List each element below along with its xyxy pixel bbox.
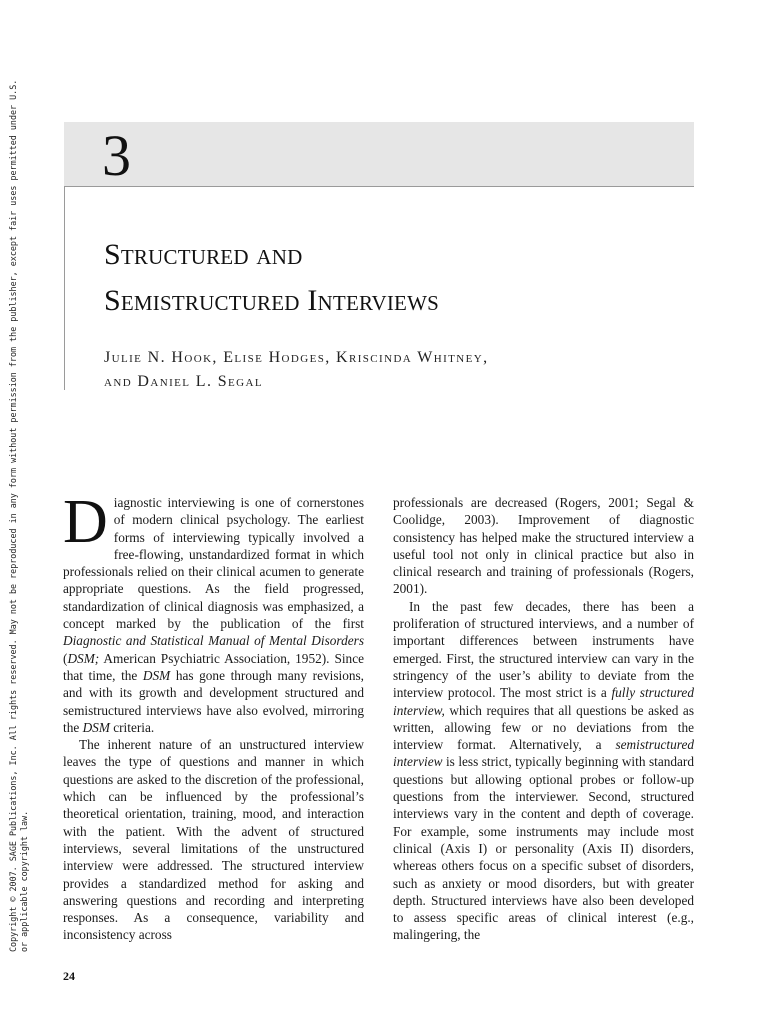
body-text: iagnostic interviewing is one of cornerstones of modern clinical psychology. The earliest forms of interviewing typically involved a free-flowing, unstandardized format in which professionals relied on their clinical acumen to generate appropriate questions. As the field progressed, standardization of clinical diagnosis was emphasized, a concept marked by the publication of the first [63,495,364,632]
chapter-title [104,232,664,324]
authors-line-1: Julie N. Hook, Elise Hodges, Kriscinda Whitney, [104,349,489,366]
chapter-number-band [64,122,694,187]
body-text: In the past few decades, there has been a proliferation of structured interviews, and a number of important differences between instruments have emerged. First, the structured interview can vary in the stringency of the user’s ability to deviate from the interview protocol. The most strict is a [393,598,694,701]
italic-term: fully structured interview, [393,685,694,718]
chapter-title-line-2: Semistructured Interviews [104,284,439,317]
copyright-notice [8,52,29,952]
copyright-line-1: Copyright © 2007. SAGE Publications, Inc. All rights reserved. May not be reproduced in any form without permission from the publisher, except fair uses permitted under U.S. [8,79,18,952]
chapter-number: 3 [102,123,131,188]
chapter-authors [104,346,664,394]
body-column-right [393,494,694,944]
body-column-left [63,488,364,944]
body-text: ( [63,650,68,666]
body-text: is less strict, typically beginning with standard questions but allowing optional probes or follow-up questions from the interviewer. Second, structured interviews vary in the content and depth of coverage. For example, some instruments may include most clinical (Axis I) or personality (Axis II) disorders, whereas others focus on a specific subset of disorders, such as anxiety or mood disorders, but with greater depth. Structured interviews have also been developed to assess specific areas of clinical interest (e.g., malingering, the [393,754,694,943]
body-text: which requires that all questions be asked as written, allowing few or no deviations from the interview format. Alternatively, a [393,702,694,753]
body-paragraph: professionals are decreased (Rogers, 2001; Segal & Coolidge, 2003). Improvement of diagnostic consistency has helped make the structured interview a useful tool not only in clinical practice but also in clinical research and training of professionals (Rogers, 2001). [393,495,694,597]
body-text: criteria. [109,719,155,735]
chapter-title-line-1: Structured and [104,238,303,271]
copyright-line-2: or applicable copyright law. [19,810,29,952]
italic-title: Diagnostic and Statistical Manual of Mental Disorders [63,633,364,649]
body-text: has gone through many revisions, and with its growth and development structured and semistructured interviews have also evolved, mirroring the [63,667,364,735]
italic-abbrev: DSM [82,719,110,735]
body-paragraph [393,598,694,944]
body-text: American Psychiatric Association, 1952). Since that time, the [63,650,364,683]
italic-abbrev: DSM; [67,650,100,666]
header-vertical-rule [64,186,65,390]
italic-abbrev: DSM [142,667,171,683]
body-paragraph: The inherent nature of an unstructured interview leaves the type of questions and manner in which questions are asked to the discretion of the professional, which can be influenced by the professional’s theoretical orientation, training, mood, and interaction with the patient. With the advent of structured interviews, several limitations of the unstructured interview were addressed. The structured interview provides a standardized method for asking and answering questions and recording and interpreting responses. As a consequence, variability and inconsistency across [63,737,364,943]
drop-cap: D [63,488,108,556]
page-number: 24 [63,969,75,983]
body-paragraph [63,488,364,736]
authors-line-2: and Daniel L. Segal [104,373,263,390]
italic-term: semistructured interview [393,737,694,770]
